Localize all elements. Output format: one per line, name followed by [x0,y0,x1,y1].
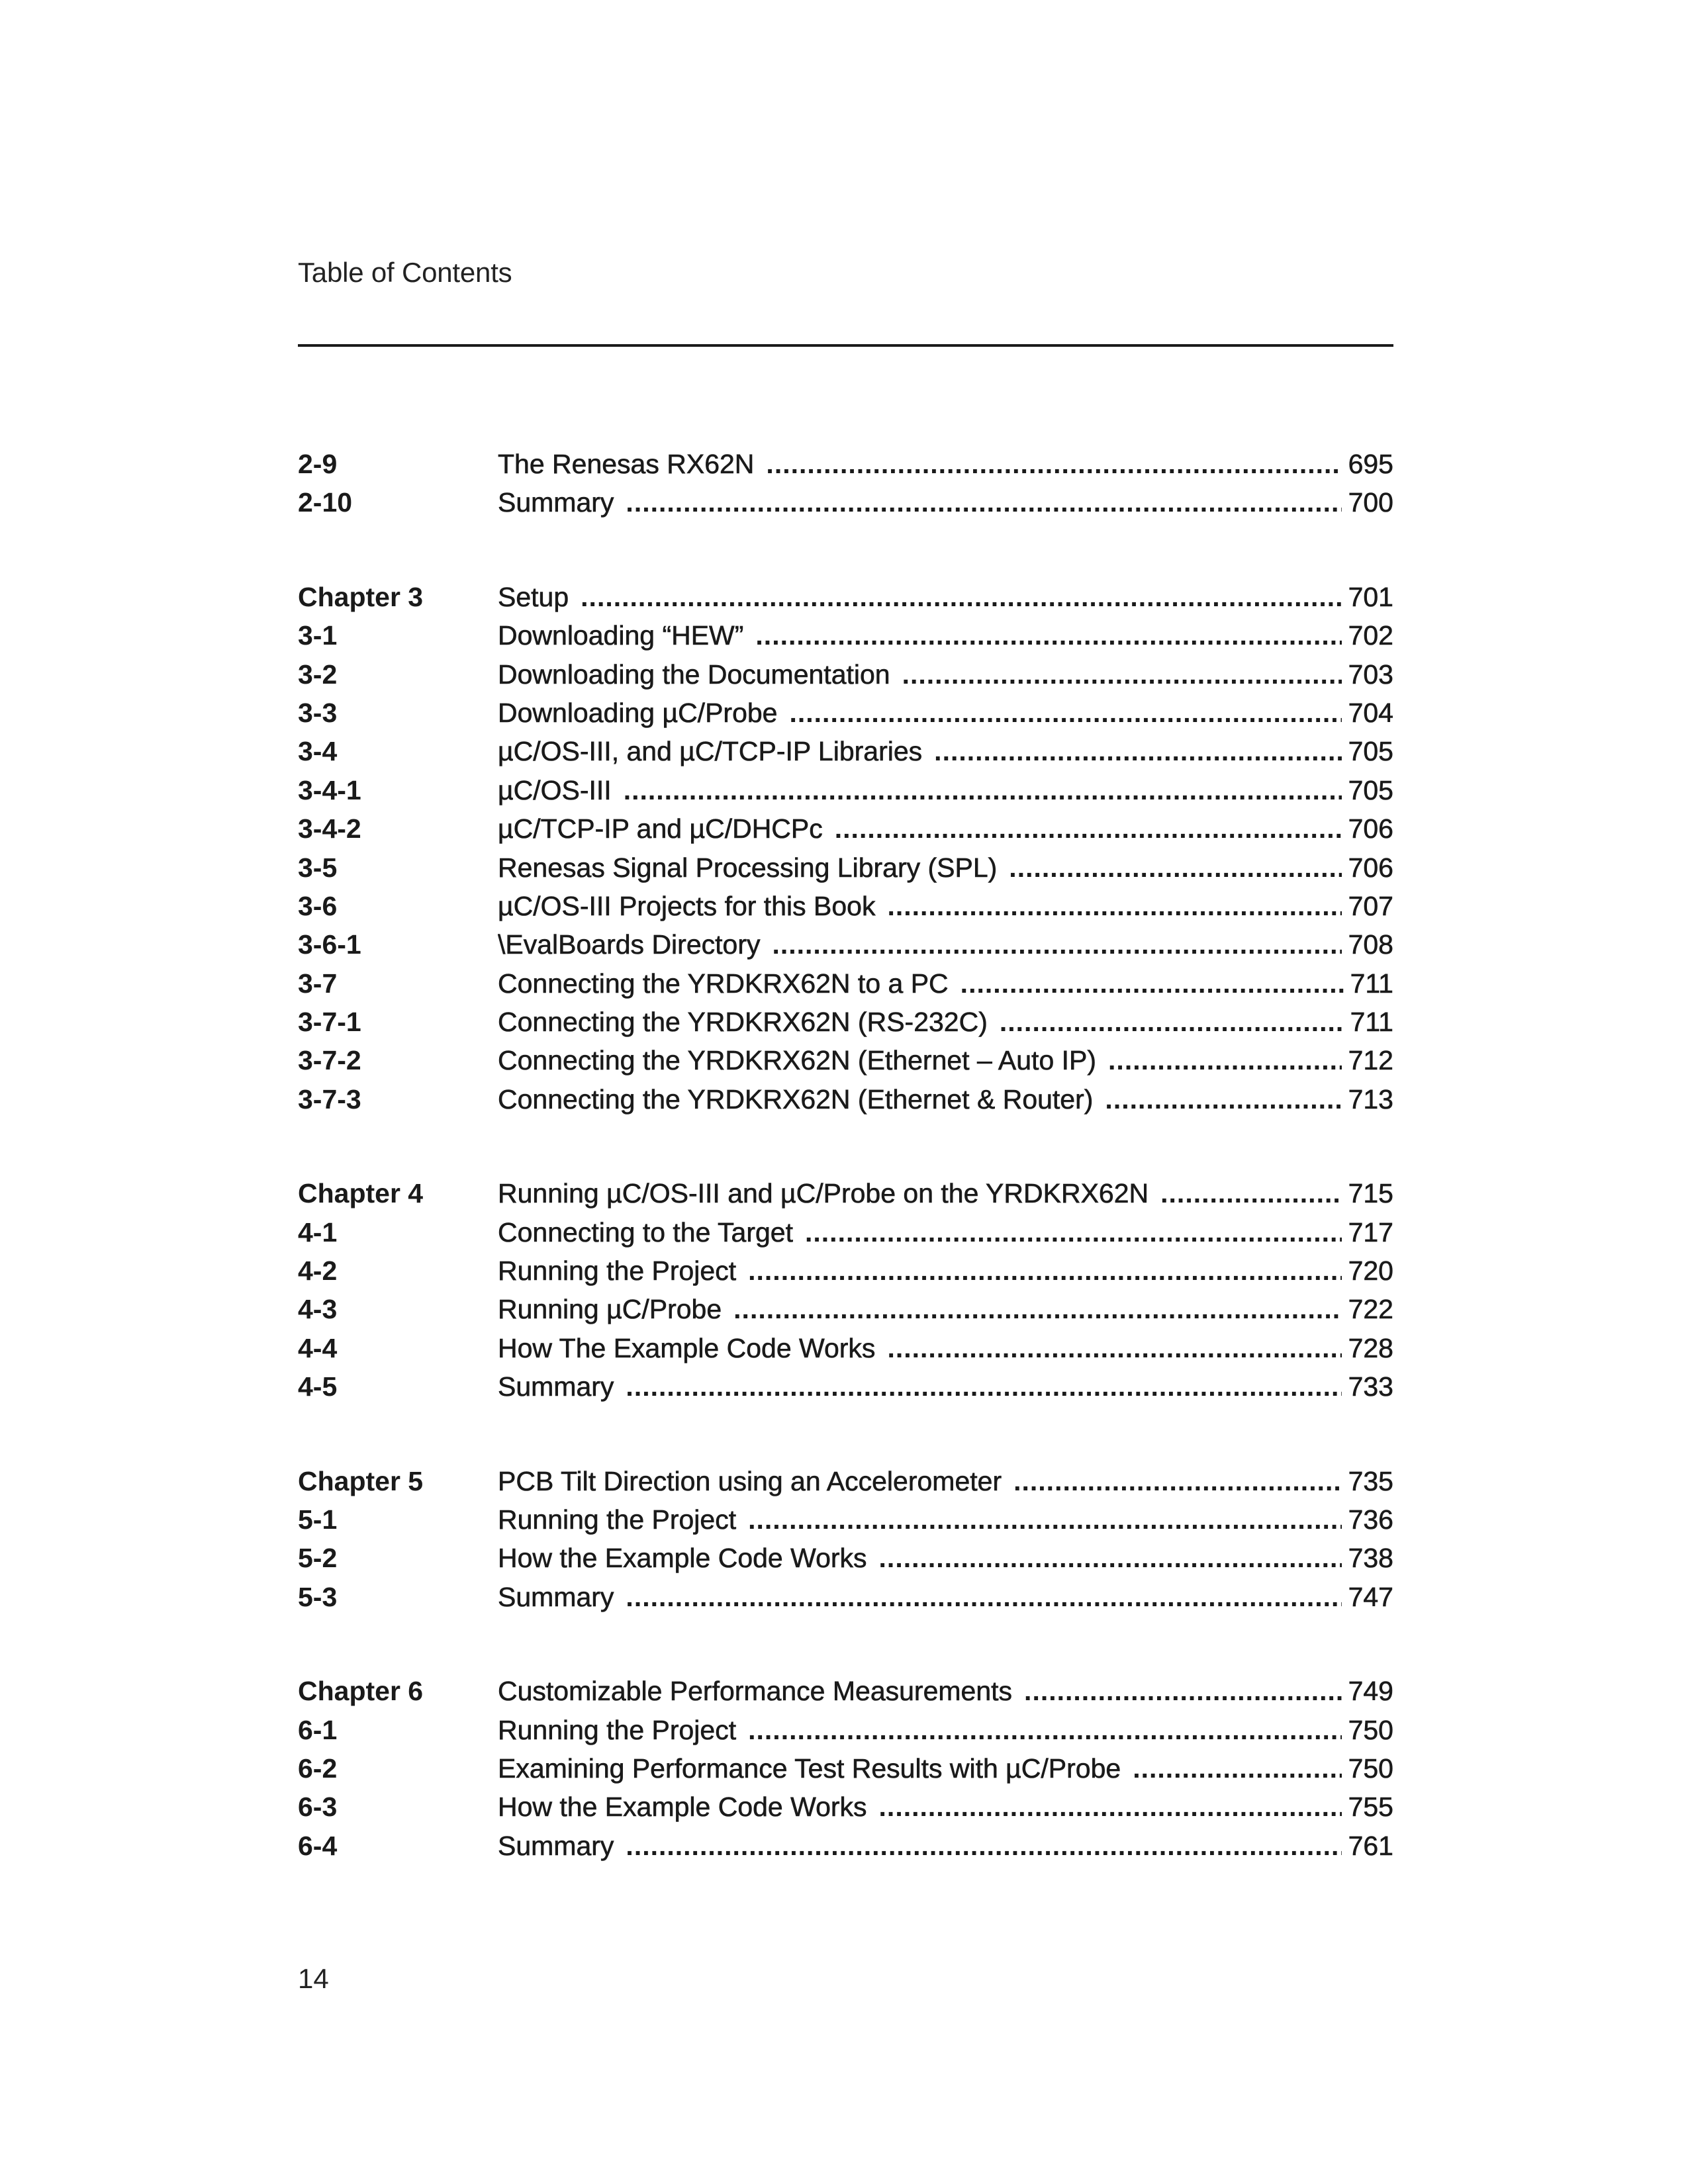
toc-entry-number: 3-4 [298,736,338,767]
toc-entry-title-cell [498,620,1393,651]
toc-dot-leader [961,968,1344,999]
toc-entry-number: 3-4-1 [298,774,361,805]
toc-entry [298,1792,1393,1830]
toc-entry-title: Connecting the YRDKRX62N (Ethernet & Router) [498,1083,1094,1115]
toc-entry [298,1333,1393,1371]
toc-entry-title-cell [498,487,1393,518]
toc-entry-number: 3-6-1 [298,929,361,960]
toc-entry [298,1007,1393,1045]
toc-dot-leader [772,929,1341,960]
toc-entry-title: µC/OS-III Projects for this Book [498,890,876,921]
toc-entry-page: 722 [1348,1294,1393,1325]
toc-entry-title-cell [498,1466,1393,1497]
toc-entry-title-cell [498,1217,1393,1248]
toc-dot-leader [1133,1753,1341,1784]
toc-entry-title: Downloading the Documentation [498,659,890,690]
toc-entry-title: Summary [498,1581,614,1612]
toc-dot-leader [879,1792,1342,1823]
toc-entry-page: 695 [1348,449,1393,479]
toc-entry-page: 717 [1348,1216,1393,1248]
toc-entry-title-cell [498,1084,1393,1115]
toc-entry-title-cell [498,1831,1393,1862]
toc-entry-number: Chapter 6 [298,1676,424,1707]
toc-dot-leader [887,891,1341,922]
toc-entry-title-cell [498,891,1393,922]
toc-entry-page: 713 [1348,1083,1393,1115]
toc-entry [298,968,1393,1007]
toc-dot-leader [1013,1466,1341,1497]
toc-entry [298,1753,1393,1792]
toc-entry [298,659,1393,698]
table-of-contents [298,449,1393,1925]
toc-entry-title-cell [498,659,1393,690]
toc-entry-page: 706 [1348,813,1393,844]
toc-entry-title: How The Example Code Works [498,1332,876,1363]
toc-dot-leader [1000,1007,1344,1038]
toc-entry [298,487,1393,525]
toc-group [298,582,1393,1122]
toc-entry-title: Running µC/OS-III and µC/Probe on the YRDKRX62N [498,1178,1149,1209]
toc-entry-number: 3-1 [298,620,338,651]
toc-entry-number: 3-2 [298,659,338,690]
toc-entry [298,1045,1393,1083]
toc-entry-title-cell [498,1371,1393,1402]
toc-dot-leader [581,582,1341,613]
toc-dot-leader [934,736,1341,767]
toc-entry-title-cell [498,775,1393,806]
toc-entry-title: Downloading “HEW” [498,620,744,651]
toc-dot-leader [1108,1045,1342,1076]
toc-entry [298,1294,1393,1332]
toc-entry-title-cell [498,1543,1393,1574]
toc-entry-title-cell [498,1753,1393,1784]
toc-entry [298,1582,1393,1620]
toc-entry-page: 707 [1348,890,1393,921]
toc-entry-title: µC/TCP-IP and µC/DHCPc [498,813,823,844]
toc-entry [298,449,1393,487]
toc-entry-page: 728 [1348,1332,1393,1363]
toc-entry-title-cell [498,1178,1393,1209]
toc-entry-number: Chapter 3 [298,581,424,612]
toc-entry-title: Running µC/Probe [498,1294,722,1325]
toc-entry-title-cell [498,929,1393,960]
toc-entry-number: 3-7 [298,968,338,999]
toc-dot-leader [626,487,1341,518]
toc-entry [298,1371,1393,1410]
toc-group [298,449,1393,526]
toc-entry-title: Summary [498,1830,614,1861]
toc-entry-title-cell [498,1007,1393,1038]
toc-entry-number: 2-9 [298,449,338,479]
toc-entry-number: Chapter 4 [298,1178,424,1209]
toc-entry-number: 4-1 [298,1216,338,1248]
toc-entry-number: 4-4 [298,1332,338,1363]
page-number: 14 [298,1963,329,1994]
toc-dot-leader [1024,1676,1342,1707]
toc-entry-page: 704 [1348,697,1393,728]
toc-entry [298,1217,1393,1255]
toc-entry-page: 708 [1348,929,1393,960]
toc-dot-leader [626,1582,1341,1613]
toc-group [298,1466,1393,1621]
toc-entry-title-cell [498,1045,1393,1076]
toc-entry-title-cell [498,736,1393,767]
toc-entry-title: Summary [498,487,614,518]
toc-entry-page: 702 [1348,620,1393,651]
toc-entry-page: 761 [1348,1830,1393,1861]
toc-entry [298,736,1393,774]
toc-entry-number: 3-3 [298,697,338,728]
toc-entry-page: 733 [1348,1371,1393,1402]
toc-entry-page: 735 [1348,1465,1393,1496]
toc-entry [298,1543,1393,1581]
toc-entry-title-cell [498,1504,1393,1535]
toc-dot-leader [624,775,1342,806]
toc-entry-page: 749 [1348,1676,1393,1707]
toc-entry-number: 2-10 [298,487,353,518]
toc-entry-title: How the Example Code Works [498,1792,867,1823]
toc-entry-title-cell [498,698,1393,729]
toc-dot-leader [887,1333,1341,1364]
toc-entry [298,1466,1393,1504]
toc-entry [298,1255,1393,1294]
toc-entry-title: µC/OS-III, and µC/TCP-IP Libraries [498,736,923,767]
toc-entry-page: 711 [1350,1007,1393,1038]
toc-entry-title-cell [498,1676,1393,1707]
toc-entry-title: Connecting the YRDKRX62N (Ethernet – Auto IP) [498,1045,1097,1076]
toc-entry-title-cell [498,582,1393,613]
toc-entry-title: Setup [498,581,569,612]
toc-entry-title: Downloading µC/Probe [498,697,778,728]
toc-entry [298,929,1393,968]
toc-entry-page: 706 [1348,852,1393,883]
toc-entry-number: 3-7-2 [298,1045,361,1076]
toc-entry [298,1178,1393,1216]
toc-entry-title: Customizable Performance Measurements [498,1676,1013,1707]
toc-entry-number: 4-3 [298,1294,338,1325]
toc-entry-number: 3-4-2 [298,813,361,844]
toc-entry [298,1504,1393,1543]
toc-dot-leader [1160,1178,1341,1209]
toc-dot-leader [748,1255,1341,1287]
toc-dot-leader [626,1371,1341,1402]
toc-group [298,1676,1393,1869]
toc-entry-title-cell [498,449,1393,480]
toc-dot-leader [1009,852,1341,884]
toc-entry [298,775,1393,813]
toc-entry [298,698,1393,736]
toc-entry-title-cell [498,1333,1393,1364]
toc-dot-leader [902,659,1342,690]
toc-entry-page: 738 [1348,1543,1393,1574]
toc-entry-title: µC/OS-III [498,774,612,805]
toc-entry [298,852,1393,891]
toc-entry-page: 705 [1348,774,1393,805]
toc-entry-number: 6-2 [298,1752,338,1784]
toc-entry-page: 747 [1348,1581,1393,1612]
toc-entry-page: 750 [1348,1714,1393,1745]
toc-entry-page: 750 [1348,1752,1393,1784]
toc-entry-title: Running the Project [498,1714,737,1745]
toc-entry-title: Examining Performance Test Results with µC/Probe [498,1752,1121,1784]
toc-dot-leader [748,1715,1341,1746]
toc-entry-page: 705 [1348,736,1393,767]
toc-entry-number: 6-3 [298,1792,338,1823]
toc-entry-number: 3-7-1 [298,1007,361,1038]
toc-entry-number: 3-7-3 [298,1083,361,1115]
toc-entry-number: 3-6 [298,890,338,921]
toc-entry [298,1831,1393,1869]
toc-dot-leader [879,1543,1342,1574]
toc-entry-page: 755 [1348,1792,1393,1823]
toc-entry-number: 4-5 [298,1371,338,1402]
toc-entry [298,891,1393,929]
toc-entry-number: 5-2 [298,1543,338,1574]
toc-entry-title: Connecting the YRDKRX62N to a PC [498,968,949,999]
toc-entry-title: \EvalBoards Directory [498,929,761,960]
toc-entry [298,582,1393,620]
toc-entry-page: 700 [1348,487,1393,518]
running-header: Table of Contents [298,257,512,288]
toc-dot-leader [755,620,1341,651]
toc-entry-title: The Renesas RX62N [498,449,755,479]
toc-entry [298,1715,1393,1753]
toc-entry-title-cell [498,1582,1393,1613]
toc-entry-title: Connecting to the Target [498,1216,793,1248]
toc-entry-number: 5-3 [298,1581,338,1612]
header-rule [298,344,1393,347]
toc-entry-page: 736 [1348,1504,1393,1535]
toc-entry-title-cell [498,813,1393,844]
toc-entry-title-cell [498,1294,1393,1325]
toc-entry-title-cell [498,1792,1393,1823]
toc-entry-title: How the Example Code Works [498,1543,867,1574]
toc-entry-title-cell [498,968,1393,999]
toc-dot-leader [805,1217,1342,1248]
toc-dot-leader [626,1831,1341,1862]
toc-dot-leader [1105,1084,1341,1115]
toc-entry-title-cell [498,852,1393,884]
toc-entry [298,1676,1393,1714]
toc-entry-number: Chapter 5 [298,1465,424,1496]
toc-entry-title: Renesas Signal Processing Library (SPL) [498,852,998,883]
toc-entry-number: 3-5 [298,852,338,883]
toc-entry-title: PCB Tilt Direction using an Accelerometer [498,1465,1002,1496]
toc-entry-page: 701 [1348,581,1393,612]
toc-dot-leader [733,1294,1341,1325]
toc-entry-page: 715 [1348,1178,1393,1209]
toc-group [298,1178,1393,1410]
toc-entry-number: 6-4 [298,1830,338,1861]
toc-entry-page: 703 [1348,659,1393,690]
toc-entry-page: 712 [1348,1045,1393,1076]
toc-entry-title: Running the Project [498,1255,737,1287]
toc-dot-leader [835,813,1342,844]
toc-entry-page: 720 [1348,1255,1393,1287]
toc-entry-title-cell [498,1715,1393,1746]
toc-entry-page: 711 [1350,968,1393,999]
toc-dot-leader [789,698,1341,729]
toc-entry-title: Summary [498,1371,614,1402]
toc-entry-number: 5-1 [298,1504,338,1535]
toc-entry [298,620,1393,659]
toc-entry [298,1084,1393,1122]
toc-entry-title: Connecting the YRDKRX62N (RS-232C) [498,1007,988,1038]
toc-entry-number: 4-2 [298,1255,338,1287]
toc-dot-leader [766,449,1341,480]
toc-entry-number: 6-1 [298,1714,338,1745]
toc-dot-leader [748,1504,1341,1535]
toc-entry-title-cell [498,1255,1393,1287]
toc-entry-title: Running the Project [498,1504,737,1535]
toc-entry [298,813,1393,852]
